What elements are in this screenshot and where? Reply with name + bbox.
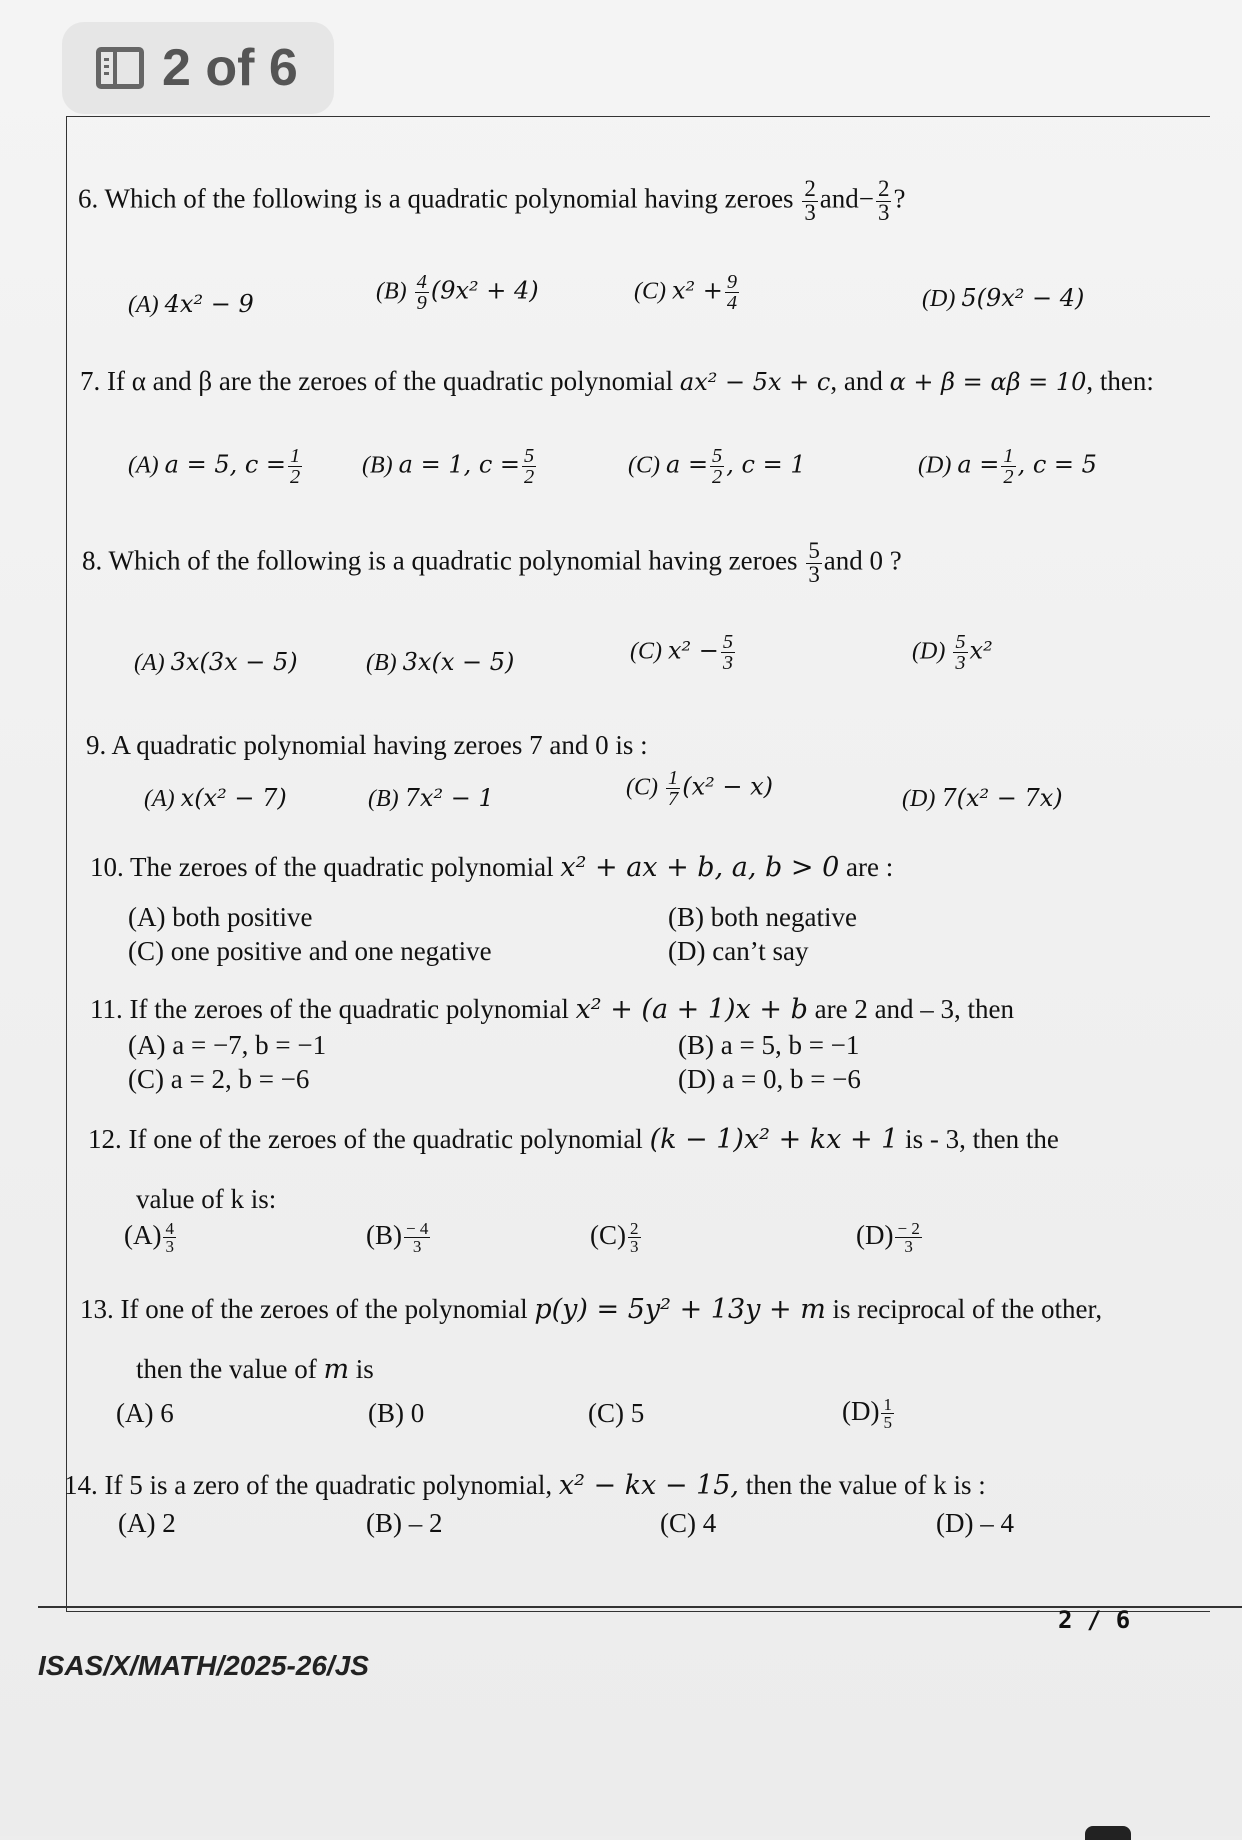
q7-option-d[interactable]: (D) a = $\frac{1}{2}$ , c = 5 <box>918 445 1097 489</box>
page-indicator-text: 2 of 6 <box>162 39 298 97</box>
q8-option-c[interactable]: (C) x² − $\frac{5}{3}$ <box>630 631 734 675</box>
fraction: $\frac{5}{2}$ <box>524 445 535 489</box>
q6-and: and <box>819 183 859 214</box>
q14-option-c[interactable]: (C) 4 <box>660 1508 717 1538</box>
question-8: 8. Which of the following is a quadratic polynomial having zeroes $\frac{5}{3}$ and 0 ? <box>82 538 902 587</box>
q11-option-c[interactable]: (C) a = 2, b = −6 <box>128 1064 310 1094</box>
question-13: 13. If one of the zeroes of the polynomial p(y) = 5y² + 13y + m is reciprocal of the other, <box>80 1294 1103 1325</box>
fraction: $\frac{5}{2}$ <box>712 445 723 489</box>
page-number: 2 / 6 <box>1058 1606 1131 1634</box>
q13-option-a[interactable]: (A) 6 <box>116 1398 174 1428</box>
question-13-line-2: then the value of m is <box>136 1354 374 1385</box>
question-14: 14. If 5 is a zero of the quadratic polynomial, x² − kx − 15, then the value of k is : <box>64 1470 986 1501</box>
q10-option-b[interactable]: (B) both negative <box>668 902 857 932</box>
q7-option-b[interactable]: (B) a = 1, c = $\frac{5}{2}$ <box>362 445 535 489</box>
q9-option-a[interactable]: (A) x(x² − 7) <box>144 784 287 812</box>
fraction: $\frac{5}{3}$ <box>955 631 966 675</box>
q8-option-d[interactable]: (D) $\frac{5}{3}$ x² <box>912 631 993 675</box>
fraction: $\frac{2}{3}$ <box>630 1219 639 1257</box>
paper-code: ISAS/X/MATH/2025-26/JS <box>38 1650 369 1681</box>
q9-option-b[interactable]: (B) 7x² − 1 <box>368 784 494 812</box>
q9-option-d[interactable]: (D) 7(x² − 7x) <box>902 784 1063 812</box>
q9-option-c[interactable]: (C) $\frac{1}{7}$ (x² − x) <box>626 767 773 811</box>
q14-option-a[interactable]: (A) 2 <box>118 1508 176 1538</box>
fraction: $\frac{1}{5}$ <box>883 1395 892 1433</box>
q6-tail: ? <box>893 183 906 214</box>
question-6 <box>78 178 905 225</box>
q10-option-c[interactable]: (C) one positive and one negative <box>128 936 492 966</box>
fraction: $\frac{- 2}{3}$ <box>897 1219 920 1257</box>
q14-option-b[interactable]: (B) – 2 <box>366 1508 443 1538</box>
q13-option-d[interactable]: (D) $\frac{1}{5}$ <box>842 1395 892 1433</box>
q12-option-d[interactable]: (D) $\frac{- 2}{3}$ <box>856 1219 920 1257</box>
fraction: $\frac{1}{7}$ <box>668 767 679 811</box>
q6-option-d[interactable]: (D) 5(9x² − 4) <box>922 284 1085 312</box>
minus-sign: − <box>858 183 875 214</box>
q6-option-c[interactable]: (C) x² + $\frac{9}{4}$ <box>634 271 738 315</box>
fraction: $\frac{5}{3}$ <box>722 631 734 675</box>
q8-option-b[interactable]: (B) 3x(x − 5) <box>366 648 515 676</box>
q10-option-d[interactable]: (D) can’t say <box>668 936 809 966</box>
q8-option-a[interactable]: (A) 3x(3x − 5) <box>134 648 298 676</box>
q11-option-d[interactable]: (D) a = 0, b = −6 <box>678 1064 861 1094</box>
q7-option-a[interactable]: (A) a = 5, c = $\frac{1}{2}$ <box>128 445 301 489</box>
fraction: $\frac{4}{9}$ <box>416 271 427 315</box>
question-12: 12. If one of the zeroes of the quadratic polynomial (k − 1)x² + kx + 1 is - 3, then the <box>88 1124 1059 1155</box>
question-10: 10. The zeroes of the quadratic polynomial x² + ax + b, a, b > 0 are : <box>90 852 894 883</box>
q6-stem: 6. Which of the following is a quadratic polynomial having zeroes <box>78 183 794 214</box>
q7-option-c[interactable]: (C) a = $\frac{5}{2}$ , c = 1 <box>628 445 806 489</box>
q14-option-d[interactable]: (D) – 4 <box>936 1508 1014 1538</box>
page-indicator[interactable] <box>62 22 334 114</box>
q6-option-a[interactable]: (A) 4x² − 9 <box>128 290 254 318</box>
fraction: $\frac{5}{3}$ <box>808 538 820 587</box>
fraction: $\frac{2}{3}$ <box>804 176 816 225</box>
q11-option-b[interactable]: (B) a = 5, b = −1 <box>678 1030 860 1060</box>
q12-option-c[interactable]: (C) $\frac{2}{3}$ <box>590 1219 639 1257</box>
q13-option-b[interactable]: (B) 0 <box>368 1398 425 1428</box>
fraction: $\frac{4}{3}$ <box>165 1219 174 1257</box>
question-7: 7. If α and β are the zeroes of the quadratic polynomial ax² − 5x + c, and α + β = αβ = 10, then: <box>80 366 1154 396</box>
fraction: $\frac{9}{4}$ <box>726 271 738 315</box>
fraction: $\frac{1}{2}$ <box>1003 445 1014 489</box>
q12-option-b[interactable]: (B) $\frac{- 4}{3}$ <box>366 1219 429 1257</box>
q12-option-a[interactable]: (A) $\frac{4}{3}$ <box>124 1219 174 1257</box>
fraction: $\frac{- 4}{3}$ <box>406 1219 429 1257</box>
question-11: 11. If the zeroes of the quadratic polynomial x² + (a + 1)x + b are 2 and – 3, then <box>90 994 1015 1025</box>
question-12-line-2: value of k is: <box>136 1184 277 1214</box>
q10-option-a[interactable]: (A) both positive <box>128 902 313 932</box>
q11-option-a[interactable]: (A) a = −7, b = −1 <box>128 1030 327 1060</box>
question-9: 9. A quadratic polynomial having zeroes 7 and 0 is : <box>86 730 648 760</box>
page-view-icon <box>96 47 144 89</box>
q13-option-c[interactable]: (C) 5 <box>588 1398 645 1428</box>
q6-option-b[interactable]: (B) $\frac{4}{9}$ (9x² + 4) <box>376 271 539 315</box>
fraction: $\frac{1}{2}$ <box>290 445 301 489</box>
fraction: $\frac{2}{3}$ <box>878 176 890 225</box>
scan-artifact <box>1085 1826 1131 1840</box>
